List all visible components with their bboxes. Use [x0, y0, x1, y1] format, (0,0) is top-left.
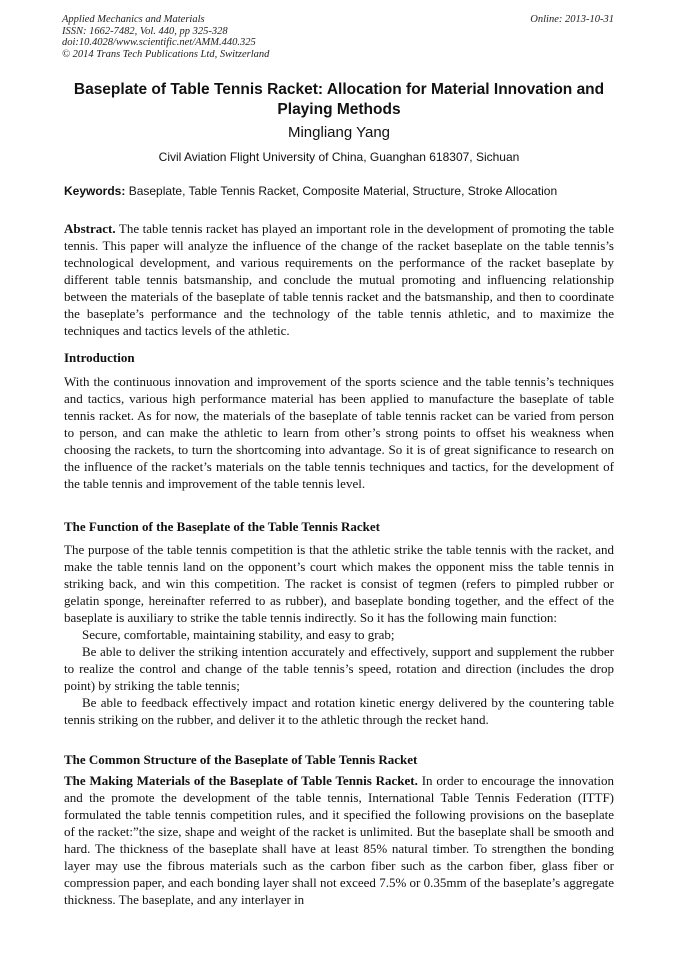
author-affiliation: Civil Aviation Flight University of China, Guanghan 618307, Sichuan	[158, 150, 520, 164]
function-item: Be able to deliver the striking intention accurately and effectively, support and supplement the rubber to realize the control and change of the table tennis’s speed, rotation and direction (includes the drop point) by striking the table tennis;	[64, 644, 614, 693]
doi-line: doi:10.4028/www.scientific.net/AMM.440.325	[62, 37, 256, 49]
function-section-body	[64, 541, 614, 728]
section-heading-function: The Function of the Baseplate of the Table Tennis Racket	[64, 519, 381, 534]
abstract-text: The table tennis racket has played an important role in the development of promoting the table tennis. This paper will analyze the influence of the change of the racket baseplate on the table tennis’s technological development, and various requirements on the performance of the racket baseplate by different table tennis batsmanship, and conclude the mutual promoting and influencing relationship between the materials of the baseplate of table tennis racket and the batsmanship, and then to coordinate the baseplate’s performance and the technology of the table tennis athletic, and to maximize the techniques and tactics levels of the athletic.	[64, 221, 615, 338]
function-item: Secure, comfortable, maintaining stability, and easy to grab;	[82, 627, 395, 642]
issn-line: ISSN: 1662-7482, Vol. 440, pp 325-328	[62, 25, 228, 37]
function-paragraph: The purpose of the table tennis competition is that the athletic strike the table tennis with the racket, and make the table tennis land on the opponent’s court which makes the opponent miss the table tennis in striking back, and win this competition. The racket is consist of tegmen (refers to pimpled rubber or gelatin sponge, hereinafter referred to as rubber), and baseplate bonding together, and the effect of the baseplate is auxiliary to strike the table tennis indirectly. So it has the following main function:	[64, 542, 614, 625]
introduction-paragraph: With the continuous innovation and improvement of the sports science and the table tennis’s techniques and tactics, various high performance material has been applied to manufacture the baseplate of table tennis racket. As for now, the materials of the baseplate of table tennis racket can be varied from person to person, and can make the athletic to learn from other’s strong points to offset his weakness when choosing the rackets, to turn the shortcoming into advantage. So it is of great significance to research on the influence of the racket’s materials on the table tennis techniques and tactics, for the development of the table tennis and improvement of the table tennis level.	[64, 374, 614, 491]
keywords-label: Keywords:	[64, 184, 126, 198]
keywords	[64, 184, 616, 198]
section-heading-introduction: Introduction	[64, 350, 135, 365]
journal-name: Applied Mechanics and Materials	[62, 14, 205, 25]
author-name: Mingliang Yang	[287, 124, 391, 141]
function-item: Be able to feedback effectively impact and rotation kinetic energy delivered by the countering table tennis striking on the rubber, and deliver it to the athletic through the recket hand.	[64, 695, 614, 727]
keywords-text: Baseplate, Table Tennis Racket, Composite Material, Structure, Stroke Allocation	[128, 184, 558, 198]
journal-header	[62, 14, 614, 60]
subsection-heading-materials: The Making Materials of the Baseplate of Table Tennis Racket.	[64, 773, 418, 788]
copyright-line: © 2014 Trans Tech Publications Ltd, Switzerland	[62, 48, 270, 60]
online-date: Online: 2013-10-31	[530, 14, 614, 25]
abstract-label: Abstract.	[64, 221, 116, 236]
materials-text: In order to encourage the innovation and the promote the development of the table tennis, International Table Tennis Federation (ITTF) formulated the table tennis competition rules, and it specified the following provisions on the baseplate of the racket:”the size, shape and weight of the racket is unlimited. But the baseplate shall be smooth and hard. The thickness of the baseplate shall have at least 85% natural timber. To strengthen the bonding layer may use the fibrous materials such as the carbon fiber such as the carbon fiber, glass fiber or compression paper, and each bonding layer shall not exceed 7.5% or 0.35mm of the baseplate’s aggregate thickness. The baseplate, and any interlayer in	[64, 773, 614, 907]
common-structure-paragraph	[64, 772, 614, 908]
abstract	[64, 220, 614, 339]
paper-title: Baseplate of Table Tennis Racket: Allocation for Material Innovation and Playing Methods	[73, 81, 605, 118]
section-heading-common-structure: The Common Structure of the Baseplate of Table Tennis Racket	[64, 752, 418, 767]
